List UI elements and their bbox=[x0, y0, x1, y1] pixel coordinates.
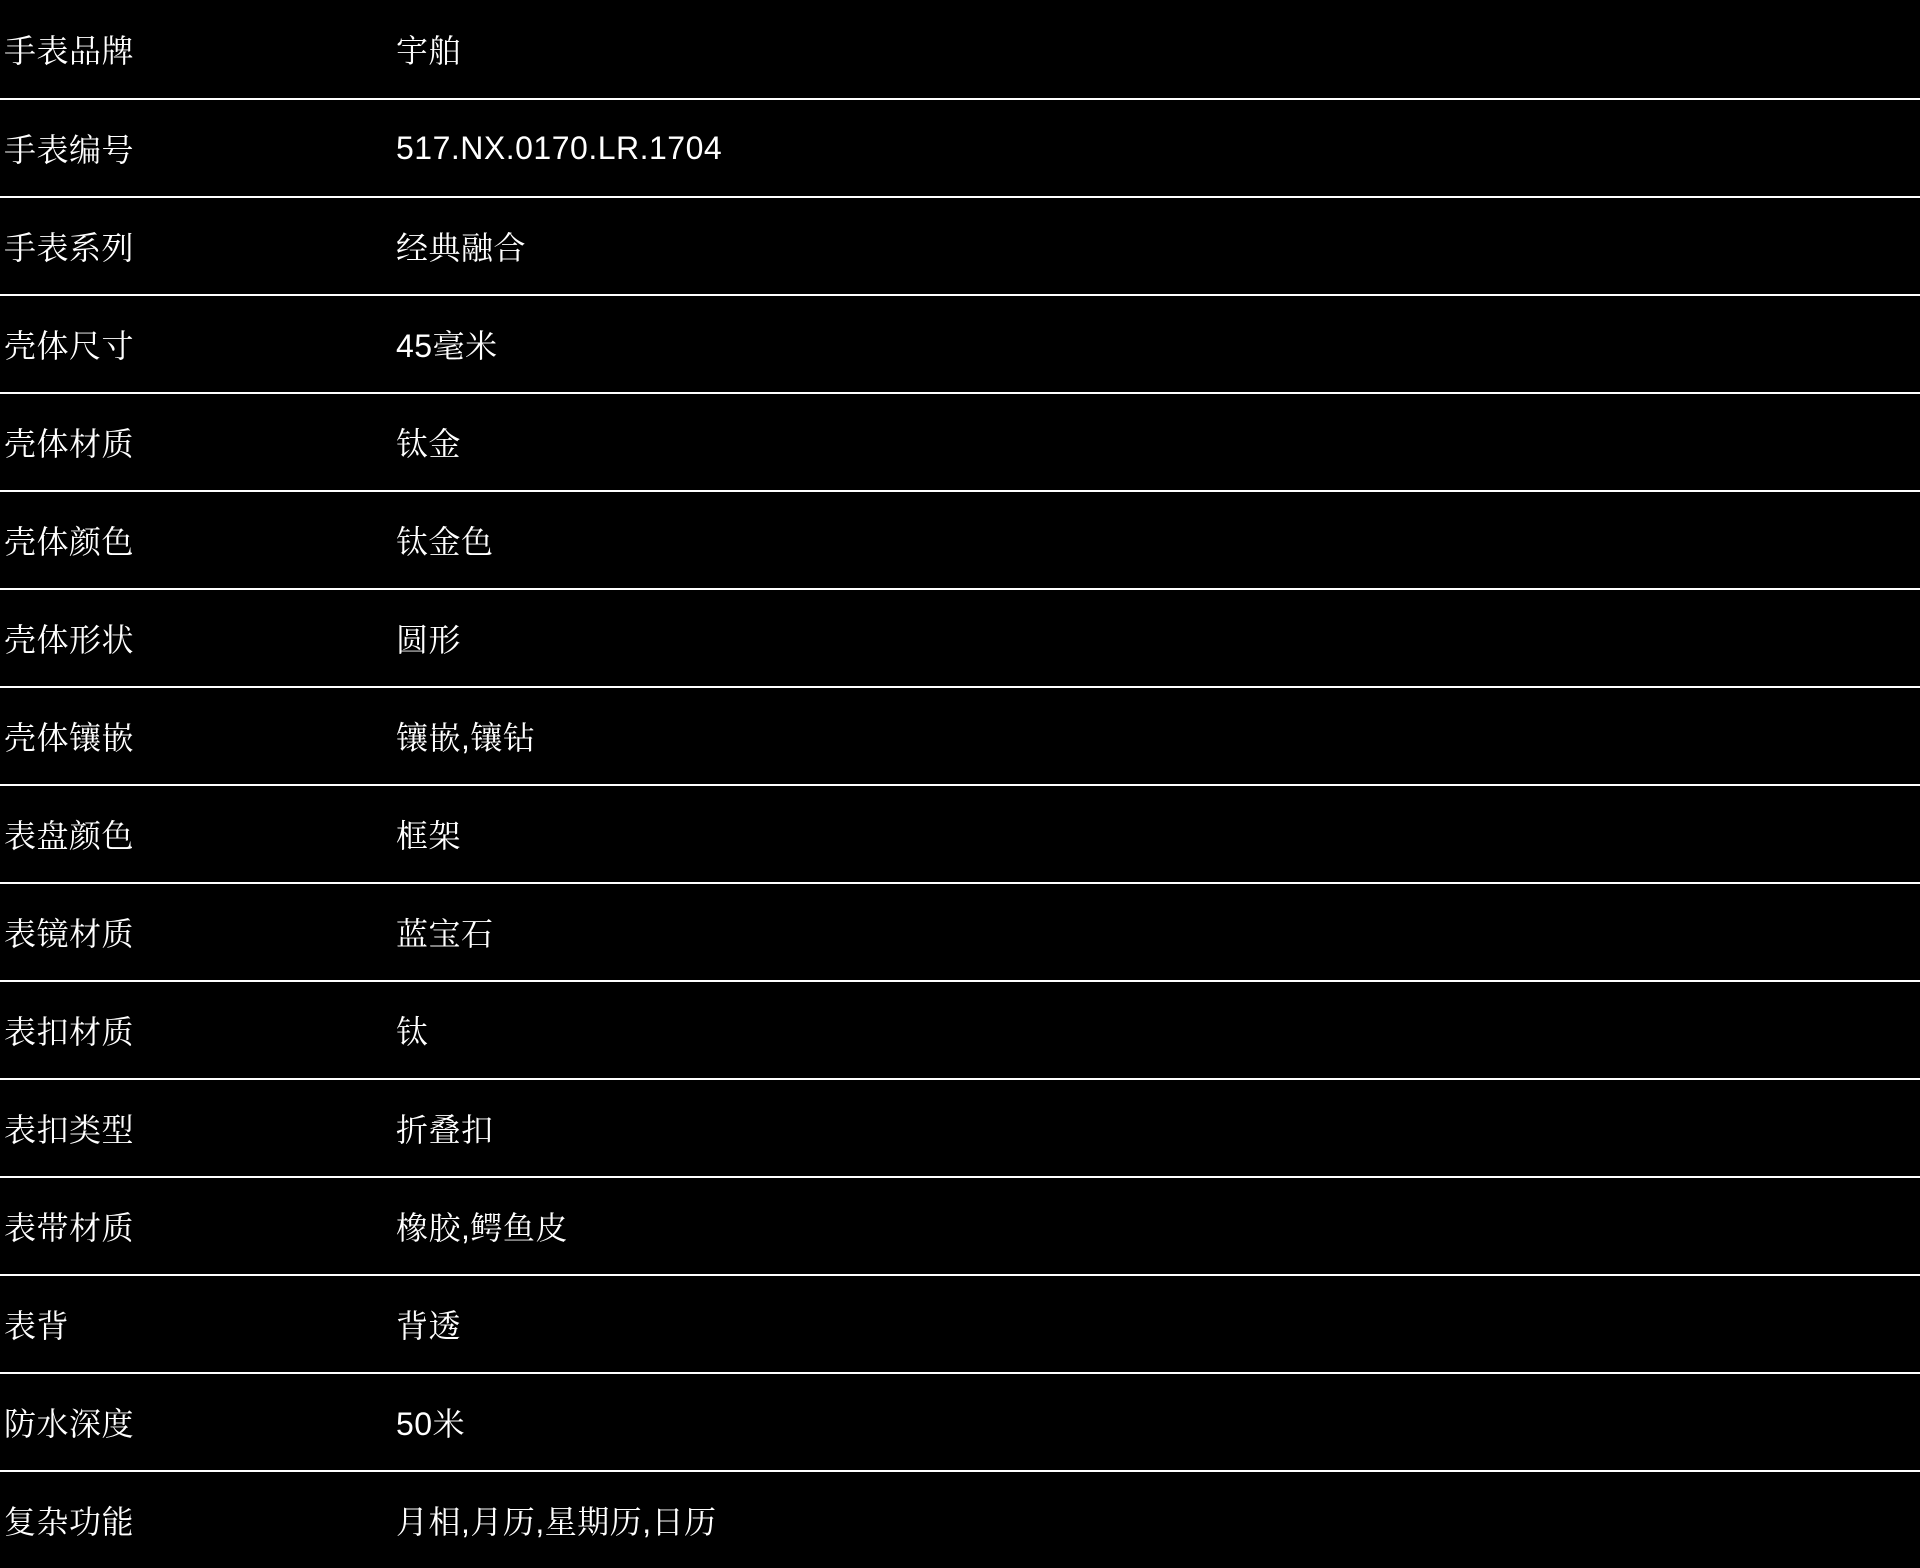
spec-row-strap-material bbox=[0, 1176, 1920, 1274]
spec-row-series bbox=[0, 196, 1920, 294]
spec-row-crystal-material bbox=[0, 882, 1920, 980]
spec-row-case-inlay bbox=[0, 686, 1920, 784]
spec-row-case-shape bbox=[0, 588, 1920, 686]
spec-label: 手表系列 bbox=[4, 230, 135, 266]
spec-row-case-material bbox=[0, 392, 1920, 490]
spec-row-dial-color bbox=[0, 784, 1920, 882]
spec-label: 壳体颜色 bbox=[4, 524, 135, 560]
spec-row-complications bbox=[0, 1470, 1920, 1568]
spec-value: 钛 bbox=[396, 1014, 429, 1050]
spec-label: 手表品牌 bbox=[4, 33, 135, 69]
spec-row-case-color bbox=[0, 490, 1920, 588]
spec-value: 钛金 bbox=[396, 426, 462, 462]
spec-label: 表背 bbox=[4, 1308, 70, 1344]
spec-label: 表镜材质 bbox=[4, 916, 135, 952]
spec-label: 壳体镶嵌 bbox=[4, 720, 135, 756]
spec-row-brand bbox=[0, 0, 1920, 98]
spec-label: 手表编号 bbox=[4, 132, 135, 168]
spec-label: 壳体材质 bbox=[4, 426, 135, 462]
spec-label: 表扣类型 bbox=[4, 1112, 135, 1148]
spec-label: 复杂功能 bbox=[4, 1504, 135, 1540]
spec-row-water-resistance bbox=[0, 1372, 1920, 1470]
spec-value: 镶嵌,镶钻 bbox=[396, 720, 536, 756]
spec-value: 框架 bbox=[396, 818, 462, 854]
spec-value: 50米 bbox=[396, 1406, 466, 1442]
spec-value: 圆形 bbox=[396, 622, 462, 658]
spec-value: 月相,月历,星期历,日历 bbox=[396, 1504, 717, 1540]
spec-label: 表带材质 bbox=[4, 1210, 135, 1246]
spec-label: 壳体尺寸 bbox=[4, 328, 135, 364]
spec-row-case-back bbox=[0, 1274, 1920, 1372]
spec-row-clasp-type bbox=[0, 1078, 1920, 1176]
spec-value: 钛金色 bbox=[396, 524, 494, 560]
spec-value: 517.NX.0170.LR.1704 bbox=[396, 129, 723, 166]
spec-label: 防水深度 bbox=[4, 1406, 135, 1442]
spec-value: 背透 bbox=[396, 1308, 462, 1344]
spec-label: 表扣材质 bbox=[4, 1014, 135, 1050]
spec-value: 经典融合 bbox=[396, 230, 527, 266]
spec-value: 蓝宝石 bbox=[396, 916, 494, 952]
spec-label: 壳体形状 bbox=[4, 622, 135, 658]
spec-row-case-size bbox=[0, 294, 1920, 392]
spec-value: 折叠扣 bbox=[396, 1112, 494, 1148]
spec-row-clasp-material bbox=[0, 980, 1920, 1078]
spec-value: 45毫米 bbox=[396, 328, 498, 364]
spec-row-model-number bbox=[0, 98, 1920, 196]
spec-label: 表盘颜色 bbox=[4, 818, 135, 854]
spec-value: 橡胶,鳄鱼皮 bbox=[396, 1210, 568, 1246]
spec-value: 宇舶 bbox=[396, 33, 462, 69]
